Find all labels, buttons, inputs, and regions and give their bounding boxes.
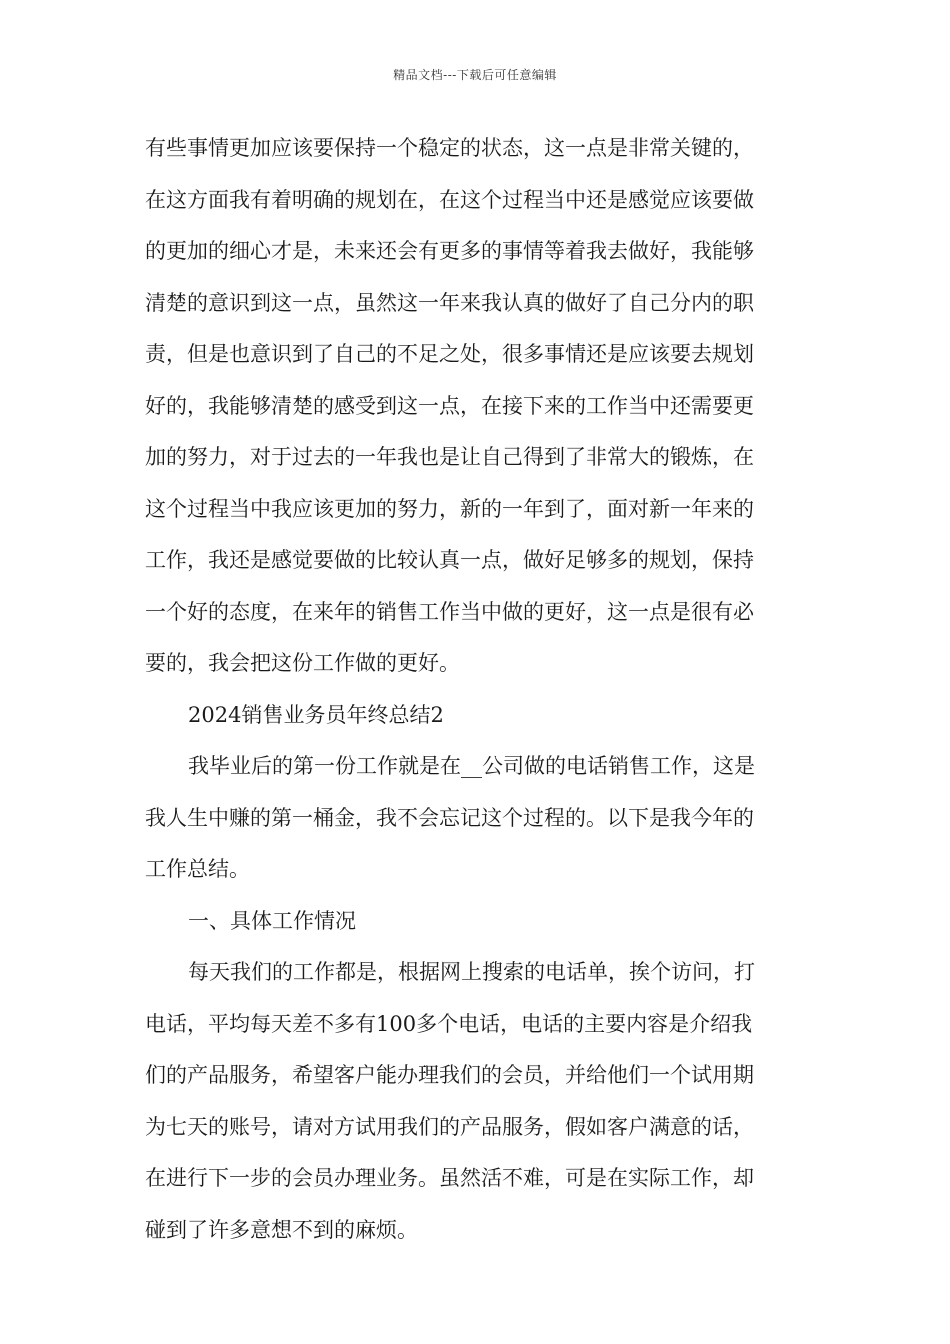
text-line: 责，但是也意识到了自己的不足之处，很多事情还是应该要去规划	[145, 342, 754, 366]
text-line: 在进行下一步的会员办理业务。虽然活不难，可是在实际工作，却	[145, 1166, 754, 1190]
text-line: 这个过程当中我应该更加的努力，新的一年到了，面对新一年来的	[145, 496, 754, 521]
text-line: 工作总结。	[145, 857, 250, 881]
text-line: 碰到了许多意想不到的麻烦。	[145, 1217, 418, 1242]
subsection-heading: 一、具体工作情况	[188, 908, 356, 933]
section-title: 2024销售业务员年终总结2	[188, 702, 444, 727]
text-line: 一个好的态度，在来年的销售工作当中做的更好，这一点是很有必	[145, 599, 754, 624]
text-line: 我人生中赚的第一桶金，我不会忘记这个过程的。以下是我今年的	[145, 805, 754, 830]
text-line: 好的，我能够清楚的感受到这一点，在接下来的工作当中还需要更	[145, 393, 754, 418]
text-line: 在这方面我有着明确的规划在，在这个过程当中还是感觉应该要做	[145, 187, 754, 212]
text-line: 要的，我会把这份工作做的更好。	[145, 651, 460, 675]
text-line: 为七天的账号，请对方试用我们的产品服务，假如客户满意的话，	[145, 1114, 754, 1139]
text-line: 清楚的意识到这一点，虽然这一年来我认真的做好了自己分内的职	[145, 290, 754, 315]
text-line: 我毕业后的第一份工作就是在__公司做的电话销售工作，这是	[188, 754, 755, 778]
text-line: 加的努力，对于过去的一年我也是让自己得到了非常大的锻炼，在	[145, 445, 754, 469]
text-line: 电话，平均每天差不多有100多个电话，电话的主要内容是介绍我	[145, 1011, 753, 1036]
text-line: 们的产品服务，希望客户能办理我们的会员，并给他们一个试用期	[145, 1063, 754, 1087]
page-header: 精品文档---下载后可任意编辑	[393, 68, 557, 82]
text-line: 的更加的细心才是，未来还会有更多的事情等着我去做好，我能够	[145, 239, 754, 263]
text-line: 每天我们的工作都是，根据网上搜索的电话单，挨个访问，打	[188, 960, 755, 984]
text-line: 工作，我还是感觉要做的比较认真一点，做好足够多的规划，保持	[145, 548, 754, 572]
text-line: 有些事情更加应该要保持一个稳定的状态，这一点是非常关键的，	[145, 136, 754, 160]
document-body	[145, 128, 807, 1261]
